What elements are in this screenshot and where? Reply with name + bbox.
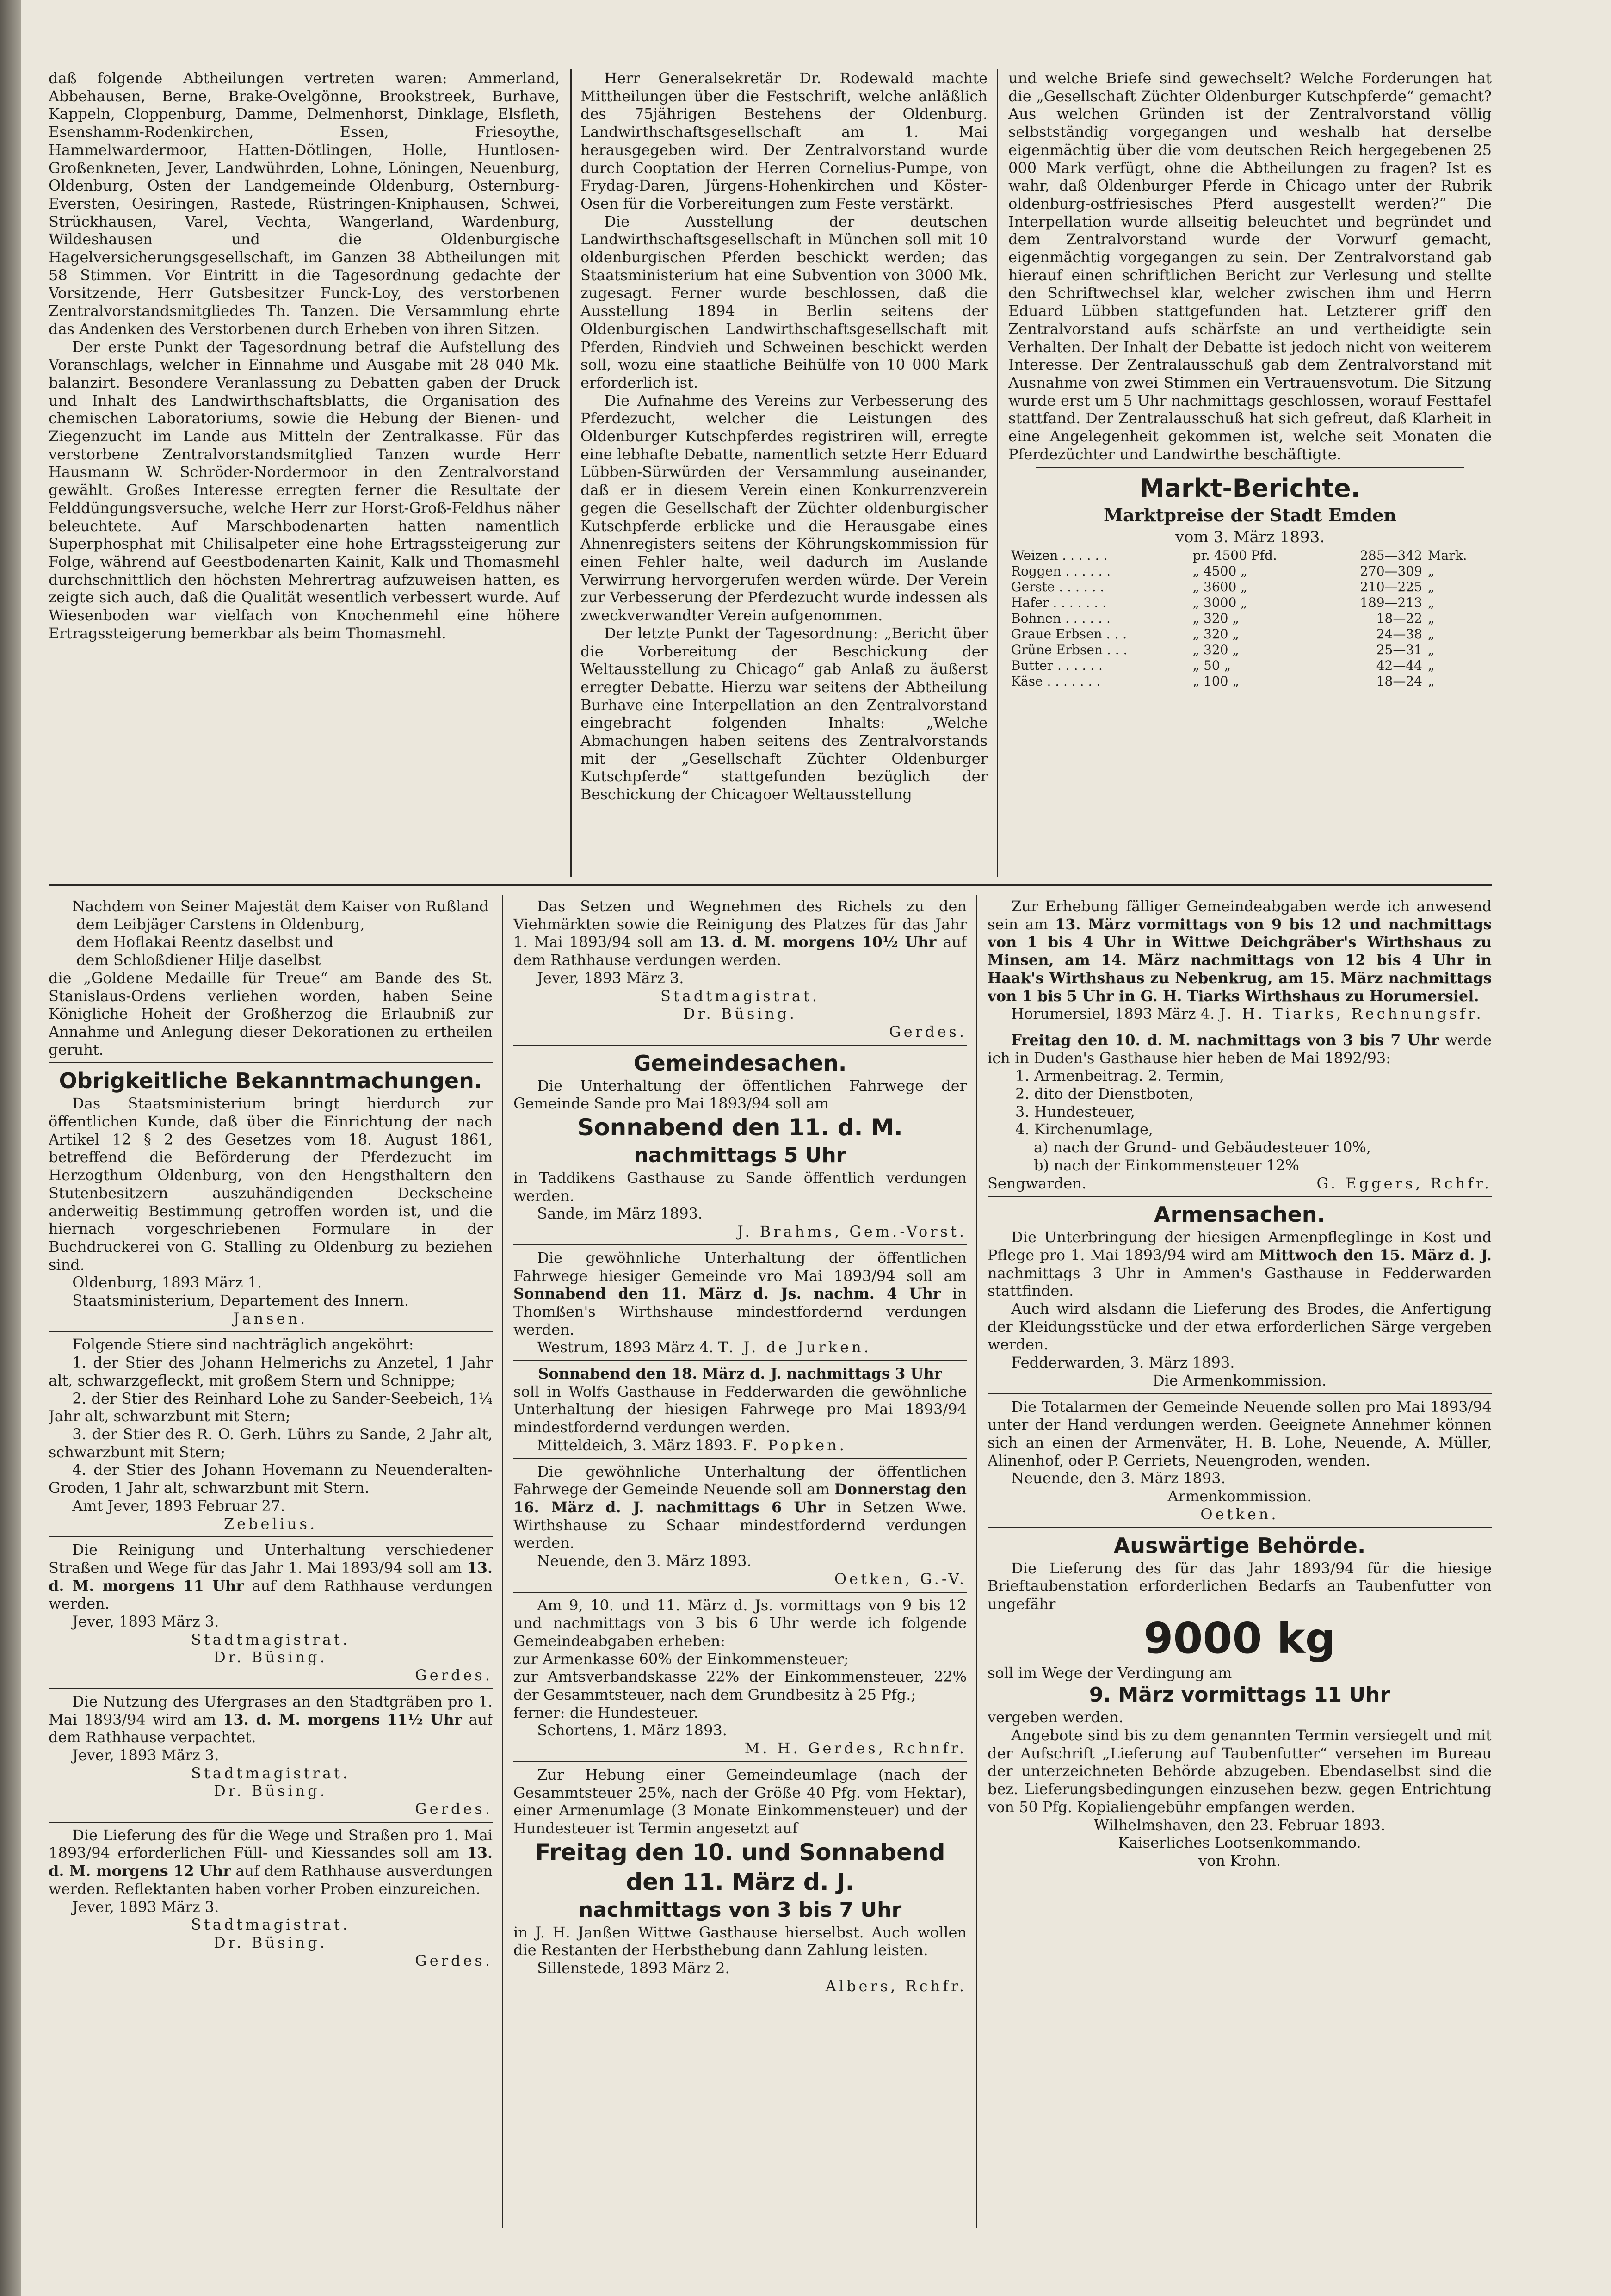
notice-item: 1. Armenbeitrag. 2. Termin,: [1015, 1067, 1224, 1085]
notice-item: zur Amtsverbandskasse 22% der Einkommensteuer, 22% der Gesammtsteuer, nach dem Grundbesitz à 25 Pfg.;: [513, 1668, 967, 1704]
notice-text: [513, 1463, 967, 1553]
notice-text: [513, 1249, 967, 1339]
notice-date: 13. d. M. morgens 12 Uhr: [49, 1844, 493, 1880]
price-item: Käse . . . . . . .: [1011, 674, 1101, 689]
divider: [988, 1527, 1492, 1528]
section-heading: Armensachen.: [1154, 1202, 1326, 1227]
price-value: 18—22: [1376, 611, 1422, 626]
divider: [1036, 467, 1464, 468]
notice-item: 2. der Stier des Reinhard Lohe zu Sander-Seebeich, 1¼ Jahr alt, schwarzbunt mit Stern;: [49, 1389, 493, 1425]
column-rule-top-2: [997, 69, 998, 877]
notice-text: Am 9, 10. und 11. März d. Js. vormittags von 9 bis 12 und nachmittags von 3 bis 6 Uhr werde ich folgende Gemeindeabgaben erheben:: [513, 1596, 967, 1650]
price-row: [1008, 579, 1492, 595]
notice-item: ferner: die Hundesteuer.: [513, 1703, 698, 1721]
price-row: [1008, 595, 1492, 611]
notice-date: 9. März vormittags 11 Uhr: [1089, 1683, 1390, 1707]
price-item: Bohnen . . . . . .: [1011, 611, 1111, 626]
notice-item: 3. der Stier des R. O. Gerh. Lührs zu Sande, 2 Jahr alt, schwarzbunt mit Stern;: [49, 1425, 493, 1461]
price-currency: „: [1427, 658, 1435, 674]
notice-signature: T. J. de Jurken.: [718, 1338, 871, 1356]
price-item: Weizen . . . . . .: [1011, 548, 1108, 563]
notice-date: 13. d. M. morgens 11 Uhr: [49, 1559, 493, 1595]
price-unit: pr. 4500 Pfd.: [1192, 548, 1277, 563]
article-paragraph: Die Aufnahme des Vereins zur Verbesserung des Pferdezucht, welcher die Leistungen des Oldenburger Kutschpferdes registriren will, erregte eine lebhafte Debatte, namentlich setzte Herr Eduard Lübben-Sürwürden der Versammlung auseinander, daß er in diesem Verein einen Konkurrenzverein gegen die Gesellschaft der Züchter oldenburgischer Kutschpferde erblicke und die Herausgabe eines Ahnenregisters seitens der Köhrungskommission für einen Fehler halte, weil dadurch im Auslande Verwirrung hervorgerufen werden würde. Der Verein zur Verbesserung der Pferdezucht wurde indessen als zweckverwandter Verein aufgenommen.: [580, 391, 988, 625]
notice-date: Sonnabend den 11. März d. Js. nachm. 4 Uhr: [513, 1285, 941, 1303]
article-paragraph: Der erste Punkt der Tagesordnung betraf die Aufstellung des Voranschlags, welcher in Einnahme und Ausgabe mit 28 040 Mk. balanzirt. Besondere Veranlassung zu Debatten gaben der Druck und Inhalt des Landwirthschaftsblatts, die Organisation des chemischen Laboratoriums, sowie die Hebung der Bienen- und Ziegenzucht im Lande aus Mitteln der Zentralkasse. Für das verstorbene Zentralvorstandsmitglied Tanzen wurde Herr Hausmann W. Schröder-Nordermoor in den Zentralvorstand gewählt. Großes Interesse erregten ferner die Resultate der Felddüngungsversuche, welche Herr zur Horst-Groß-Feldhus näher beleuchtete. Auf Marschbodenarten hatten namentlich Superphosphat mit Chilisalpeter eine hohe Ertragssteigerung zur Folge, während auf Geestbodenarten Kainit, Kalk und Thomasmehl durchschnittlich den höchsten Mehrertrag aufzuweisen hatten, es zeigte sich auch, daß die Qualität wesentlich verbessert wurde. Auf Wiesenboden war vielfach von Knochenmehl eine höhere Ertragssteigerung bemerkbar als beim Thomasmehl.: [49, 338, 560, 642]
notice-place: Sillenstede, 1893 März 2.: [537, 1959, 730, 1977]
section-heading: Gemeindesachen.: [633, 1050, 847, 1076]
price-currency: „: [1427, 642, 1435, 658]
price-value: 285—342: [1360, 548, 1422, 563]
notice-place: Wilhelmshaven, den 23. Februar 1893.: [1093, 1816, 1386, 1834]
notice-signature: Kaiserliches Lootsenkommando.: [1118, 1834, 1361, 1852]
market-heading: Markt-Berichte.: [1139, 474, 1361, 503]
section-heading: Auswärtige Behörde.: [1113, 1533, 1366, 1558]
article-column-3: [1008, 69, 1492, 877]
notice-place: Jever, 1893 März 3.: [72, 1898, 219, 1916]
notice-text: vergeben werden.: [988, 1708, 1123, 1727]
notices-column-2: [513, 897, 967, 2230]
article-paragraph: Herr Generalsekretär Dr. Rodewald machte Mittheilungen über die Festschrift, welche anläßlich des 75jährigen Bestehens der Oldenburg. Landwirthschaftsgesellschaft am 1. Mai herausgegeben wird. Der Zentralvorstand wurde durch Cooptation der Herren Cornelius-Pumpe, von Frydag-Daren, Jürgens-Hohenkirchen und Köster-Osen für die Vorbereitungen zum Feste verstärkt.: [580, 69, 988, 212]
section-heading: Obrigkeitliche Bekanntmachungen.: [59, 1068, 482, 1094]
notice-place: Schortens, 1. März 1893.: [537, 1721, 727, 1739]
notice-text: [988, 897, 1492, 1005]
mayor-signature: Dr. Büsing.: [214, 1648, 327, 1666]
notice-item: b) nach der Einkommensteuer 12%: [1034, 1156, 1299, 1174]
price-row: [1008, 611, 1492, 626]
clerk-signature: Gerdes.: [889, 1022, 967, 1040]
price-value: 25—31: [1376, 642, 1422, 658]
price-unit: „ 320 „: [1192, 611, 1239, 626]
intro-line: dem Leibjäger Carstens in Oldenburg,: [76, 915, 365, 933]
notice-place: Amt Jever, 1893 Februar 27.: [72, 1497, 285, 1515]
notice-signature: F. Popken.: [742, 1436, 847, 1454]
notice-text: Das Staatsministerium bringt hierdurch zur öffentlichen Kunde, daß über die Einrichtung der nach Artikel 12 § 2 des Gesetzes vom 18. August 1861, betreffend die Beförderung der Pferdezucht im Herzogthum Oldenburg, von den Hengsthaltern den Stutenbesitzern auszuhändigenden Deckscheine anderweitig Bestimmung getroffen worden ist, und die hiernach vorgeschriebenen Formulare in der Buchdruckerei von G. Stalling zu Oldenburg zu beziehen sind.: [49, 1095, 493, 1274]
notice-text: soll in Wolfs Gasthause in Fedderwarden die gewöhnliche Unterhaltung der hiesigen Fahrwege pro Mai 1893/94 mindestfordernd verdungen werden.: [513, 1382, 967, 1436]
notices-column-1: [49, 897, 493, 2230]
price-row: [1008, 658, 1492, 674]
notice-amount: 9000 kg: [1143, 1613, 1336, 1663]
divider: [49, 1536, 493, 1537]
notice-place-text: Horumersiel, 1893 März 4.: [1011, 1005, 1215, 1023]
price-unit: „ 3600 „: [1192, 579, 1247, 595]
notice-signature: G. Eggers, Rchfr.: [1316, 1174, 1492, 1192]
magistrat-signature: Stadtmagistrat.: [191, 1764, 351, 1782]
divider: [513, 1045, 967, 1046]
notice-signature: Staatsministerium, Departement des Innern.: [72, 1292, 409, 1310]
notice-item: 4. Kirchenumlage,: [1015, 1120, 1154, 1139]
notice-place: [513, 1436, 967, 1454]
notice-date: Sonnabend den 18. März d. J. nachmittags 3 Uhr: [538, 1365, 942, 1383]
notice-text: Folgende Stiere sind nachträglich angeköhrt:: [72, 1336, 414, 1354]
notice-signature: Albers, Rchfr.: [825, 1977, 967, 1995]
divider: [988, 1196, 1492, 1197]
notice-text-part: Die gewöhnliche Unterhaltung der öffentlichen Fahrwege hiesiger Gemeinde vro Mai 1893/94 soll am: [513, 1249, 967, 1285]
price-row: [1008, 563, 1492, 579]
notice-text: [988, 1228, 1492, 1300]
price-value: 270—309: [1360, 563, 1422, 579]
divider: [513, 1244, 967, 1245]
notice-text: in J. H. Janßen Wittwe Gasthause hierselbst. Auch wollen die Restanten der Herbsthebung dann Zahlung leisten.: [513, 1923, 967, 1959]
magistrat-signature: Stadtmagistrat.: [191, 1630, 351, 1648]
price-currency: „: [1427, 611, 1435, 626]
notice-date: Sonnabend den 11. d. M.: [577, 1114, 903, 1141]
notice-text: Die Lieferung des für das Jahr 1893/94 für die hiesige Brieftaubenstation erforderlichen Bedarfs an Taubenfutter von ungefähr: [988, 1559, 1492, 1613]
notice-place: Fedderwarden, 3. März 1893.: [1011, 1354, 1235, 1372]
divider: [49, 1822, 493, 1823]
notice-text-part: Die Lieferung des für die Wege und Straßen pro 1. Mai 1893/94 erforderlichen Füll- und Kiessandes soll am: [49, 1826, 493, 1862]
notices-column-3: [988, 897, 1492, 2230]
price-item: Hafer . . . . . . .: [1011, 595, 1107, 611]
notice-date: 13. d. M. morgens 11½ Uhr: [223, 1710, 462, 1728]
notice-time: nachmittags von 3 bis 7 Uhr: [578, 1898, 902, 1922]
clerk-signature: Gerdes.: [415, 1800, 493, 1818]
notice-signature: Jansen.: [233, 1309, 308, 1327]
notice-text-part: Das Setzen und Wegnehmen des Richels zu den Viehmärkten sowie die Reinigung des Platzes für das Jahr 1. Mai 1893/94 soll am: [513, 897, 967, 951]
notice-place-text: Mitteldeich, 3. März 1893.: [537, 1436, 738, 1454]
notice-text: Angebote sind bis zu dem genannten Termin versiegelt und mit der Aufschrift „Lieferung auf Taubenfutter“ versehen im Bureau der unterzeichneten Behörde abzugeben. Ebendaselbst sind die bez. Lieferungsbedingungen einzusehen bezw. gegen Entrichtung von 50 Pfg. Kopialiengebühr empfangen werden.: [988, 1727, 1492, 1816]
divider: [988, 1393, 1492, 1394]
notice-text: Die Totalarmen der Gemeinde Neuende sollen pro Mai 1893/94 unter der Hand verdungen werden. Geeignete Annehmer können sich an einen der Armenväter, H. B. Lohe, Neuende, A. Müller, Alinenhof, oder P. Gerriets, Neuengroden, wenden.: [988, 1398, 1492, 1469]
clerk-signature: Gerdes.: [415, 1666, 493, 1684]
price-table: [1008, 548, 1492, 689]
notice-signature: Die Armenkommission.: [1153, 1371, 1327, 1389]
notice-place: [988, 1005, 1492, 1023]
market-date: vom 3. März 1893.: [1175, 528, 1325, 547]
price-row: [1008, 626, 1492, 642]
notice-item: a) nach der Grund- und Gebäudesteuer 10%,: [1034, 1139, 1371, 1157]
notice-place: Sengwarden.: [988, 1174, 1086, 1192]
price-row: [1008, 674, 1492, 689]
intro-line: die „Goldene Medaille für Treue“ am Bande des St. Stanislaus-Ordens verliehen worden, haben Seine Königliche Hoheit der Großherzog die Erlaubniß zur Annahme und Anlegung dieser Dekorationen zu ertheilen geruht.: [49, 969, 493, 1058]
notice-signature: Armenkommission.: [1167, 1487, 1312, 1505]
price-value: 18—24: [1376, 674, 1422, 689]
article-column-2: [580, 69, 988, 877]
price-item: Roggen . . . . . .: [1011, 563, 1111, 579]
market-subheading: Marktpreise der Stadt Emden: [1103, 505, 1397, 526]
newspaper-page: [21, 0, 1611, 2296]
article-paragraph: daß folgende Abtheilungen vertreten waren: Ammerland, Abbehausen, Berne, Brake-Ovelgönne, Brookstreek, Burhave, Kappeln, Cloppenburg, Damme, Delmenhorst, Dinklage, Elsfleth, Esenshamm-Rodenkirchen, Essen, Friesoythe, Hammelwardermoor, Hatten-Dötlingen, Holle, Huntlosen-Großenkneten, Jever, Landwührden, Lohne, Löningen, Neuenburg, Oldenburg, Osten der Landgemeinde Oldenburg, Osternburg-Eversten, Oesiringen, Rastede, Rüstringen-Kniphausen, Schwei, Strückhausen, Varel, Vechta, Wangerland, Wardenburg, Wildeshausen und die Oldenburgische Hagelversicherungsgesellschaft, im Ganzen 38 Abtheilungen mit 58 Stimmen. Vor Eintritt in die Tagesordnung gedachte der Vorsitzende, Herr Gutsbesitzer Funck-Loy, des verstorbenen Zentralvorstandsmitgliedes Th. Tanzen. Die Versammlung ehrte das Andenken des Verstorbenen durch Erheben von ihren Sitzen.: [49, 69, 560, 338]
notice-date: Freitag den 10. und Sonnabend den 11. März d. J.: [535, 1838, 945, 1895]
notice-place: Sande, im März 1893.: [537, 1205, 703, 1223]
price-currency: „: [1427, 595, 1435, 611]
article-paragraph: Der letzte Punkt der Tagesordnung: „Bericht über die Vorbereitung der Beschickung der Weltausstellung zu Chicago“ gab Anlaß zu äußerst erregter Debatte. Hierzu war seitens der Abtheilung Burhave eine Interpellation an den Zentralvorstand eingebracht folgenden Inhalts: „Welche Abmachungen haben seitens des Zentralvorstands mit der „Gesellschaft Züchter Oldenburger Kutschpferde“ stattgefunden bezüglich der Beschickung der Chicagoer Weltausstellung: [580, 624, 988, 804]
notice-signature: M. H. Gerdes, Rchnfr.: [744, 1739, 967, 1758]
price-value: 42—44: [1376, 658, 1422, 674]
notice-date: 13. März vormittags von 9 bis 12 und nachmittags von 1 bis 4 Uhr in Wittwe Deichgräber's Wirthshaus zu Minsen, am 14. März nachmittags von 12 bis 4 Uhr in Haak's Wirthshaus zu Nebenkrug, am 15. März nachmittags von 1 bis 5 Uhr in G. H. Tiarks Wirthshaus zu Horumersiel.: [988, 915, 1492, 1005]
notice-text: Die Unterhaltung der öffentlichen Fahrwege der Gemeinde Sande pro Mai 1893/94 soll am: [513, 1077, 967, 1113]
intro-line: Nachdem von Seiner Majestät dem Kaiser von Rußland: [72, 897, 489, 915]
notice-text-part: auf dem Rathhause verdungen werden.: [513, 933, 967, 969]
notice-item: 1. der Stier des Johann Helmerichs zu Anzetel, 1 Jahr alt, schwarzgefleckt, mit großem Stern und Schnippe;: [49, 1354, 493, 1389]
notice-date: Freitag den 10. d. M. nachmittags von 3 bis 7 Uhr: [1011, 1031, 1439, 1049]
divider: [513, 1360, 967, 1361]
notice-place: Jever, 1893 März 3.: [72, 1613, 219, 1631]
notice-text-part: Die Unterbringung der hiesigen Armenpfleglinge in Kost und Pflege pro 1. Mai 1893/94 wird am: [988, 1228, 1492, 1264]
notice-time: nachmittags 5 Uhr: [634, 1144, 846, 1168]
price-item: Butter . . . . . .: [1011, 658, 1103, 674]
notice-place: Jever, 1893 März 3.: [537, 969, 684, 987]
article-paragraph: Die Ausstellung der deutschen Landwirthschaftsgesellschaft in München soll mit 10 oldenburgischen Pferden beschickt werden; das Staatsministerium hat eine Subvention von 3000 Mk. zugesagt. Ferner wurde beschlossen, daß die Ausstellung 1894 in Berlin seitens der Oldenburgischen Landwirthschaftsgesellschaft mit Pferden, Rindvieh und Schweinen beschickt werden soll, wozu eine staatliche Beihülfe von 10 000 Mark erforderlich ist.: [580, 212, 988, 391]
price-row: [1008, 548, 1492, 563]
price-row: [1008, 642, 1492, 658]
notice-text: in Taddikens Gasthause zu Sande öffentlich verdungen werden.: [513, 1169, 967, 1205]
divider: [513, 1458, 967, 1459]
article-column-1: [49, 69, 560, 877]
notice-signature: Oetken, G.-V.: [834, 1570, 967, 1588]
notice-text-part: werde ich in Duden's Gasthause hier heben de Mai 1892/93:: [988, 1031, 1492, 1067]
page-gutter: [0, 0, 21, 2296]
notice-signature: J. Brahms, Gem.-Vorst.: [737, 1223, 967, 1241]
notice-date: Donnerstag den 16. März d. J. nachmittags 6 Uhr: [513, 1480, 967, 1516]
column-rule-top-1: [570, 69, 572, 877]
mayor-signature: Dr. Büsing.: [683, 1005, 797, 1023]
notice-item: 2. dito der Dienstboten,: [1015, 1085, 1194, 1103]
notice-text-part: auf dem Rathhause verdungen werden.: [49, 1577, 493, 1613]
price-unit: „ 100 „: [1192, 674, 1239, 689]
price-value: 189—213: [1360, 595, 1422, 611]
divider: [513, 1592, 967, 1593]
notice-text-part: Die gewöhnliche Unterhaltung der öffentlichen Fahrwege der Gemeinde Neuende soll am: [513, 1462, 967, 1498]
notice-text: Auch wird alsdann die Lieferung des Brodes, die Anfertigung der Kleidungsstücke und der etwa erforderlichen Särge vergeben werden.: [988, 1300, 1492, 1354]
notice-text-part: nachmittags 3 Uhr in Ammen's Gasthause in Fedderwarden stattfinden.: [988, 1264, 1492, 1300]
price-item: Gerste . . . . . .: [1011, 579, 1105, 595]
price-value: 24—38: [1376, 626, 1422, 642]
price-currency: „: [1427, 579, 1435, 595]
notice-text: soll im Wege der Verdingung am: [988, 1664, 1232, 1682]
notice-text-part: in Thomßen's Wirthshause mindestfordernd verdungen werden.: [513, 1285, 967, 1338]
notice-place: Oldenburg, 1893 März 1.: [72, 1274, 262, 1292]
notice-date: Mittwoch den 15. März d. J.: [1259, 1246, 1492, 1264]
price-currency: Mark.: [1427, 548, 1467, 563]
notice-item: zur Armenkasse 60% der Einkommensteuer;: [513, 1650, 849, 1668]
price-unit: „ 50 „: [1192, 658, 1231, 674]
notice-place: [513, 1338, 967, 1356]
divider: [49, 1062, 493, 1063]
notice-signature: von Krohn.: [1198, 1851, 1281, 1869]
mayor-signature: Dr. Büsing.: [214, 1782, 327, 1800]
intro-line: dem Schloßdiener Hilje daselbst: [76, 951, 321, 969]
column-rule-bottom-2: [976, 895, 977, 2228]
notice-text: [988, 1031, 1492, 1067]
notice-place-text: Westrum, 1893 März 4.: [537, 1338, 714, 1356]
magistrat-signature: Stadtmagistrat.: [191, 1916, 351, 1934]
intro-line: dem Hoflakai Reentz daselbst und: [76, 933, 333, 951]
notice-text: Zur Hebung einer Gemeindeumlage (nach der Gesammtsteuer 25%, nach der Größe 40 Pfg. vom Hektar), einer Armenumlage (3 Monate Einkommensteuer) und der Hundesteuer ist Termin angesetzt auf: [513, 1765, 967, 1837]
notice-text-part: Die Nutzung des Ufergrases an den Stadtgräben pro 1. Mai 1893/94 wird am: [49, 1692, 493, 1728]
price-item: Grüne Erbsen . . .: [1011, 642, 1128, 658]
mayor-signature: Dr. Büsing.: [214, 1933, 327, 1951]
price-item: Graue Erbsen . . .: [1011, 626, 1127, 642]
notice-place: Jever, 1893 März 3.: [72, 1746, 219, 1764]
notice-text-part: auf dem Rathhause verpachtet.: [49, 1710, 493, 1746]
notice-place: Neuende, den 3. März 1893.: [1011, 1469, 1226, 1487]
notice-text: [49, 1541, 493, 1613]
notice-place: Neuende, den 3. März 1893.: [537, 1552, 752, 1570]
notice-text-part: Die Reinigung und Unterhaltung verschiedener Straßen und Wege für das Jahr 1. Mai 1893/94 soll am: [49, 1541, 493, 1577]
notice-text-part: Zur Erhebung fälliger Gemeindeabgaben werde ich anwesend sein am: [988, 897, 1492, 933]
notice-signature: Zebelius.: [223, 1515, 318, 1533]
notice-signature: J. H. Tiarks, Rechnungsfr.: [1219, 1005, 1484, 1023]
notice-item: 4. der Stier des Johann Hovemann zu Neuenderalten-Groden, 1 Jahr alt, schwarzbunt mit Stern.: [49, 1461, 493, 1497]
notice-text-part: auf dem Rathhause ausverdungen werden. Reflektanten haben vorher Proben einzureichen.: [49, 1862, 493, 1898]
price-unit: „ 320 „: [1192, 626, 1239, 642]
price-currency: „: [1427, 626, 1435, 642]
magistrat-signature: Stadtmagistrat.: [660, 987, 820, 1005]
price-unit: „ 3000 „: [1192, 595, 1247, 611]
divider: [49, 1331, 493, 1332]
notice-text: [49, 1693, 493, 1746]
clerk-signature: Gerdes.: [415, 1951, 493, 1969]
divider: [49, 1688, 493, 1689]
notice-text: [513, 897, 967, 969]
notice-date: 13. d. M. morgens 10½ Uhr: [699, 933, 937, 951]
price-currency: „: [1427, 563, 1435, 579]
section-rule: [49, 884, 1492, 886]
price-unit: „ 320 „: [1192, 642, 1239, 658]
notice-item: 3. Hundesteuer,: [1015, 1102, 1135, 1120]
article-paragraph: und welche Briefe sind gewechselt? Welche Forderungen hat die „Gesellschaft Züchter Oldenburger Kutschpferde“ gemacht? Aus welchen Gründen ist der Zentralvorstand völlig selbstständig vorgegangen und weshalb hat derselbe eigenmächtig über die vom deutschen Reich hergegebenen 25 000 Mark verfügt, ohne die Abtheilungen zu fragen? Ist es wahr, daß Oldenburger Pferde in Chicago unter der Rubrik oldenburg-ostfriesisches Pferd ausgestellt werden?“ Die Interpellation wurde allseitig beleuchtet und begründet und dem Zentralvorstand wurde der Vorwurf gemacht, eigenmächtig vorgegangen zu sein. Der Zentralvorstand gab hierauf einen schriftlichen Bericht zur Verlesung und stellte den Schriftwechsel klar, welcher zwischen ihm und Herrn Eduard Lübben stattgefunden hat. Letzterer griff den Zentralvorstand aufs schärfste an und vertheidigte sein Verhalten. Der Inhalt der Debatte ist jedoch nicht von weiterem Interesse. Der Zentralausschuß gab dem Zentralvorstand mit Ausnahme von zwei Stimmen ein Vertrauensvotum. Die Sitzung wurde erst um 5 Uhr nachmittags geschlossen, worauf Festtafel stattfand. Der Zentralausschuß hat sich gefreut, daß Klarheit in eine Angelegenheit gekommen ist, welche seit Monaten die Pferdezüchter und Landwirthe beschäftigte.: [1008, 69, 1492, 463]
notice-text-part: in Setzen Wwe. Wirthshause zu Schaar mindestfordernd verdungen werden.: [513, 1498, 967, 1552]
price-unit: „ 4500 „: [1192, 563, 1247, 579]
divider: [513, 1761, 967, 1762]
column-rule-bottom-1: [502, 895, 503, 2228]
price-value: 210—225: [1360, 579, 1422, 595]
notice-signature: Oetken.: [1200, 1505, 1279, 1523]
price-currency: „: [1427, 674, 1435, 689]
notice-text: [49, 1826, 493, 1898]
